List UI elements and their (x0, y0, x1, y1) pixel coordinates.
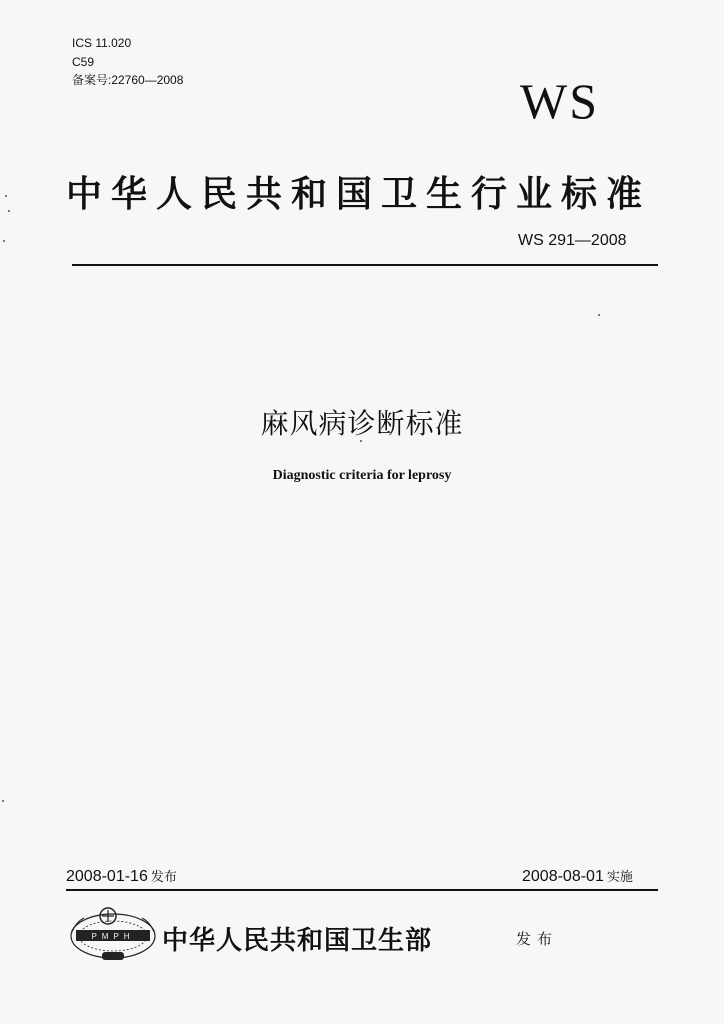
document-title-english: Diagnostic criteria for leprosy (272, 468, 452, 483)
ics-code: ICS 11.020 (72, 36, 132, 50)
implement-date-line (522, 866, 633, 886)
scan-speck (598, 314, 600, 316)
ws-logo: WS (520, 73, 599, 129)
scan-speck (3, 240, 5, 242)
footer-divider (66, 889, 658, 891)
scan-speck (5, 195, 7, 197)
implement-label: 实施 (606, 869, 633, 884)
record-number: 备案号:22760—2008 (72, 73, 184, 87)
document-title-chinese: 麻风病诊断标准 (260, 407, 464, 440)
scan-speck (360, 440, 362, 442)
publish-label: 发布 (516, 930, 559, 948)
pmph-logo-text: PMPH (91, 932, 135, 941)
implement-date: 2008-08-01 (522, 868, 604, 885)
issue-date-line (66, 866, 177, 886)
issue-label: 发布 (150, 869, 177, 884)
publisher-name: 中华人民共和国卫生部 (162, 926, 433, 956)
standard-category: 中华人民共和国卫生行业标准 (66, 173, 652, 215)
header-divider (72, 264, 658, 266)
classification-code: C59 (72, 55, 95, 69)
standard-number: WS 291—2008 (518, 232, 627, 249)
issue-date: 2008-01-16 (66, 868, 148, 885)
pmph-logo-icon (68, 902, 158, 972)
scan-speck (8, 210, 10, 212)
scan-speck (2, 800, 4, 802)
